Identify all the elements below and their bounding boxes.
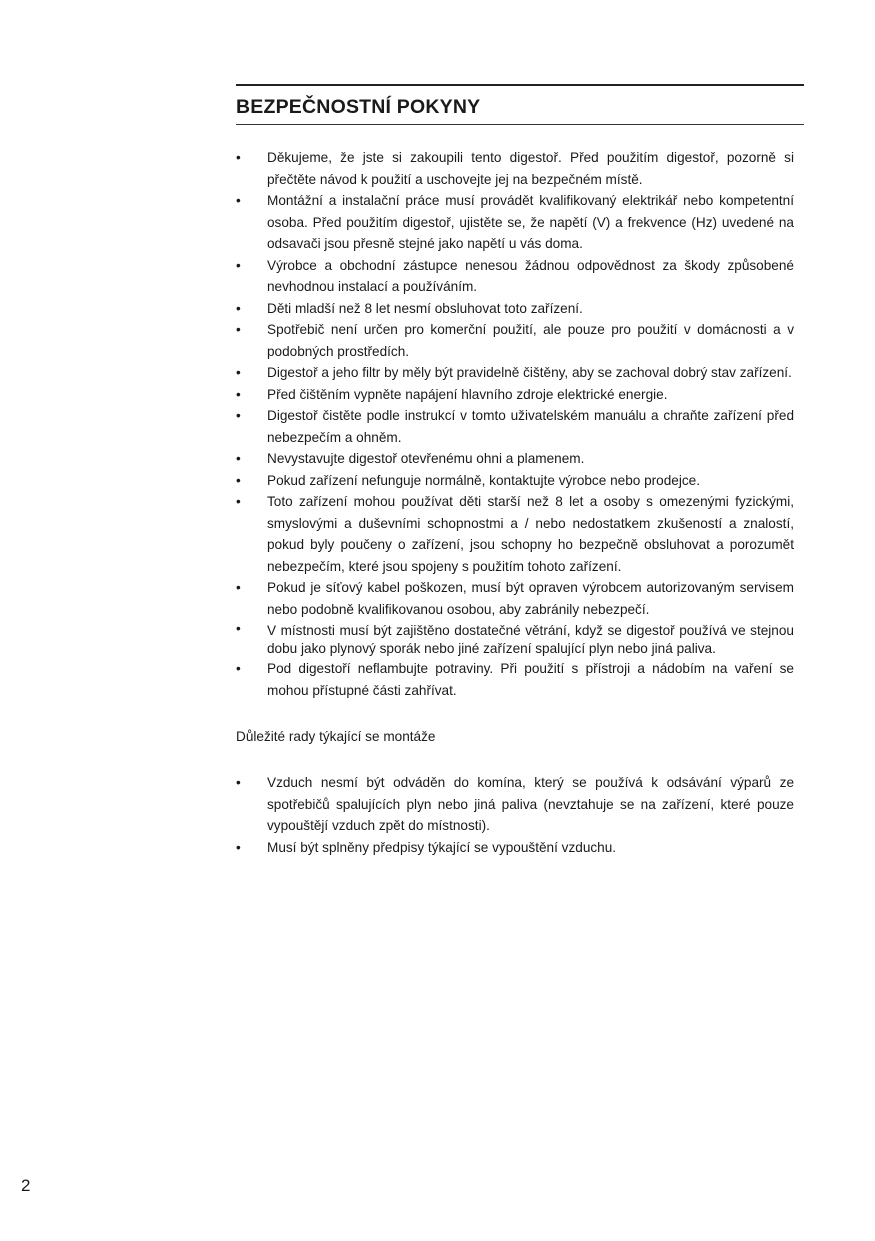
page-title: BEZPEČNOSTNÍ POKYNY [236, 96, 481, 118]
bullet-icon: • [236, 257, 241, 273]
list-item-text: Pokud je síťový kabel poškozen, musí být opraven výrobcem autorizovaným servisem nebo podobně kvalifikovanou osobou, aby zabránily nebezpečí. [267, 580, 794, 617]
list-item-text: V místnosti musí být zajištěno dostatečné větrání, když se digestoř používá ve stejnou dobu jako plynový sporák nebo jiné zařízení spalující plyn nebo jiná paliva. [267, 623, 794, 656]
page-content [236, 84, 804, 858]
list-item [236, 362, 794, 384]
list-item-text: Vzduch nesmí být odváděn do komína, který se používá k odsávání výparů ze spotřebičů spalujících plyn nebo jiná paliva (nevztahuje se na zařízení, které pouze vypouštějí vzduch zpět do místnosti). [267, 775, 794, 833]
list-item [236, 298, 794, 320]
safety-list [236, 147, 794, 701]
bullet-icon: • [236, 775, 241, 790]
list-item [236, 837, 794, 859]
list-item [236, 658, 794, 701]
list-item-text: Musí být splněny předpisy týkající se vypouštění vzduchu. [267, 839, 617, 855]
bullet-icon: • [236, 839, 241, 855]
list-item [236, 491, 794, 577]
list-item [236, 147, 794, 190]
list-item-text: Digestoř a jeho filtr by měly být pravidelně čištěny, aby se zachoval dobrý stav zařízení. [267, 365, 792, 380]
bullet-icon: • [236, 322, 241, 337]
list-item-text: Nevystavujte digestoř otevřenému ohni a plamenem. [267, 451, 585, 466]
list-item [236, 620, 794, 658]
bullet-icon: • [236, 150, 241, 165]
list-item-text: Digestoř čistěte podle instrukcí v tomto uživatelském manuálu a chraňte zařízení před nebezpečím a ohněm. [267, 408, 794, 445]
bullet-icon: • [236, 661, 241, 676]
bullet-icon: • [236, 386, 241, 402]
list-item [236, 255, 794, 298]
installation-heading: Důležité rady týkající se montáže [236, 729, 436, 744]
list-item [236, 405, 794, 448]
bullet-icon: • [236, 451, 241, 466]
list-item [236, 470, 794, 492]
list-item-text: Pokud zařízení nefunguje normálně, kontaktujte výrobce nebo prodejce. [267, 472, 701, 488]
list-item-text: Toto zařízení mohou používat děti starší než 8 let a osoby s omezenými fyzickými, smyslovými a duševními schopnostmi a / nebo nedostatkem zkušeností a znalostí, pokud byly poučeny o zařízení, jsou schopny ho bezpečně obsluhovat a porozumět nebezpečím, které jsou spojeny s použitím tohoto zařízení. [267, 494, 794, 574]
list-item-text: Děkujeme, že jste si zakoupili tento digestoř. Před použitím digestoř, pozorně si přečtěte návod k použití a uschovejte jej na bezpečném místě. [267, 150, 794, 187]
list-item-text: Děti mladší než 8 let nesmí obsluhovat toto zařízení. [267, 300, 583, 316]
page-number: 2 [21, 1176, 31, 1195]
bullet-icon: • [236, 408, 241, 423]
installation-list [236, 772, 794, 858]
list-item-text: Montážní a instalační práce musí provádět kvalifikovaný elektrikář nebo kompetentní osoba. Před použitím digestoř, ujistěte se, že napětí (V) a frekvence (Hz) uvedené na odsavači jsou přesně stejné jako napětí u vás doma. [267, 193, 794, 251]
title-bottom-rule [236, 124, 804, 125]
bullet-icon: • [236, 365, 241, 380]
list-item-text: Spotřebič není určen pro komerční použití, ale pouze pro použití v domácnosti a v podobných prostředích. [267, 322, 794, 359]
list-item [236, 577, 794, 620]
bullet-icon: • [236, 580, 241, 595]
list-item [236, 190, 794, 255]
bullet-icon: • [236, 472, 241, 488]
bullet-icon: • [236, 193, 241, 208]
bullet-icon: • [236, 494, 241, 509]
list-item [236, 384, 794, 406]
list-item-text: Výrobce a obchodní zástupce nenesou žádnou odpovědnost za škody způsobené nevhodnou instalací a používáním. [267, 257, 794, 294]
list-item [236, 448, 794, 470]
list-item [236, 319, 794, 362]
list-item-text: Pod digestoří neflambujte potraviny. Při použití s přístroji a nádobím na vaření se mohou přístupné části zahřívat. [267, 661, 794, 698]
bullet-icon: • [236, 621, 241, 636]
bullet-icon: • [236, 300, 241, 316]
list-item [236, 772, 794, 837]
list-item-text: Před čištěním vypněte napájení hlavního zdroje elektrické energie. [267, 386, 668, 402]
